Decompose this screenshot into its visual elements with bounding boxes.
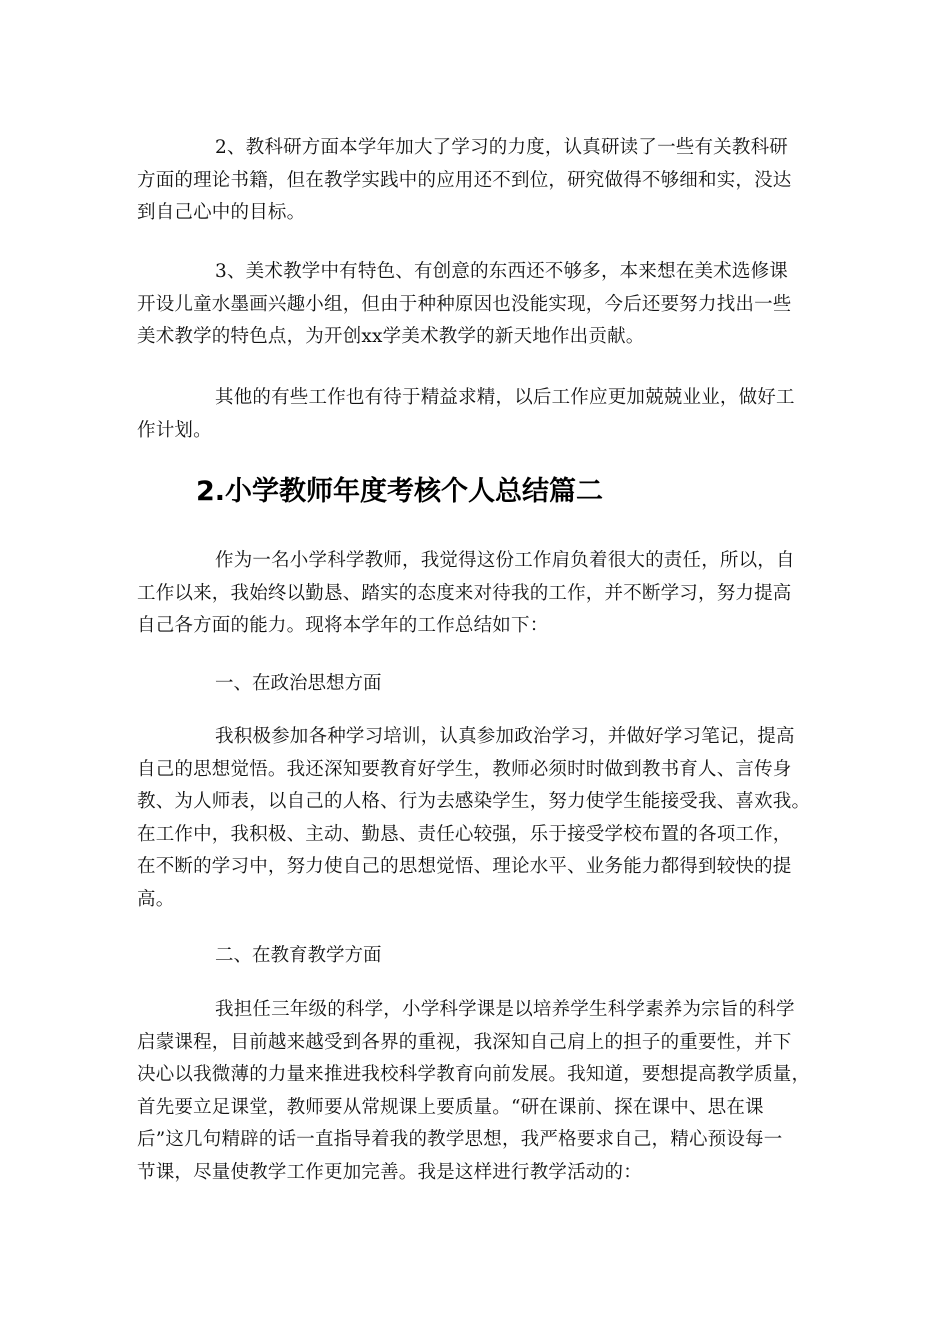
text-line: 作为一名小学科学教师，我觉得这份工作肩负着很大的责任，所以，自 <box>215 550 795 571</box>
paragraph-other-work <box>137 382 813 447</box>
text-line: 教、为人师表，以自己的人格、行为去感染学生，努力使学生能接受我、喜欢我。 <box>137 791 811 813</box>
subheading-teaching: 二、在教育教学方面 <box>215 945 382 966</box>
section-heading: 2.小学教师年度考核个人总结篇二 <box>196 476 604 507</box>
paragraph-intro <box>137 545 813 643</box>
text-line: 工作以来，我始终以勤恳、踏实的态度来对待我的工作，并不断学习，努力提高 <box>137 582 792 604</box>
text-line: 到自己心中的目标。 <box>137 202 306 224</box>
text-line: 自己的思想觉悟。我还深知要教育好学生，教师必须时时做到教书育人、言传身 <box>137 758 792 780</box>
text-line: 决心以我微薄的力量来推进我校科学教育向前发展。我知道，要想提高教学质量， <box>137 1064 811 1086</box>
text-line: 高。 <box>137 888 175 910</box>
text-line: 3、美术教学中有特色、有创意的东西还不够多，本来想在美术选修课 <box>215 261 788 282</box>
text-line: 美术教学的特色点，为开创xx学美术教学的新天地作出贡献。 <box>137 326 645 348</box>
paragraph-politics <box>137 721 813 917</box>
text-line: 后”这几句精辟的话一直指导着我的教学思想，我严格要求自己，精心预设每一 <box>137 1129 783 1151</box>
text-line: 启蒙课程，目前越来越受到各界的重视，我深知自己肩上的担子的重要性，并下 <box>137 1031 792 1053</box>
text-line: 节课，尽量使教学工作更加完善。我是这样进行教学活动的： <box>137 1161 642 1183</box>
paragraph-art-teaching <box>137 256 813 354</box>
text-line: 自己各方面的能力。现将本学年的工作总结如下： <box>137 615 549 637</box>
text-line: 作计划。 <box>137 419 212 441</box>
text-line: 在工作中，我积极、主动、勤恳、责任心较强，乐于接受学校布置的各项工作， <box>137 823 792 845</box>
text-line: 我积极参加各种学习培训，认真参加政治学习，并做好学习笔记，提高 <box>215 726 795 747</box>
text-line: 我担任三年级的科学，小学科学课是以培养学生科学素养为宗旨的科学 <box>215 999 795 1020</box>
text-line: 首先要立足课堂，教师要从常规课上要质量。“研在课前、探在课中、思在课 <box>137 1096 764 1118</box>
text-line: 在不断的学习中，努力使自己的思想觉悟、理论水平、业务能力都得到较快的提 <box>137 856 792 878</box>
text-line: 开设儿童水墨画兴趣小组，但由于种种原因也没能实现，今后还要努力找出一些 <box>137 293 792 315</box>
text-line: 方面的理论书籍，但在教学实践中的应用还不到位，研究做得不够细和实，没达 <box>137 169 792 191</box>
paragraph-teaching-research <box>137 132 813 230</box>
paragraph-teaching <box>137 994 813 1190</box>
text-line: 2、教科研方面本学年加大了学习的力度，认真研读了一些有关教科研 <box>215 137 788 158</box>
subheading-politics: 一、在政治思想方面 <box>215 673 382 694</box>
text-line: 其他的有些工作也有待于精益求精，以后工作应更加兢兢业业，做好工 <box>215 387 795 408</box>
